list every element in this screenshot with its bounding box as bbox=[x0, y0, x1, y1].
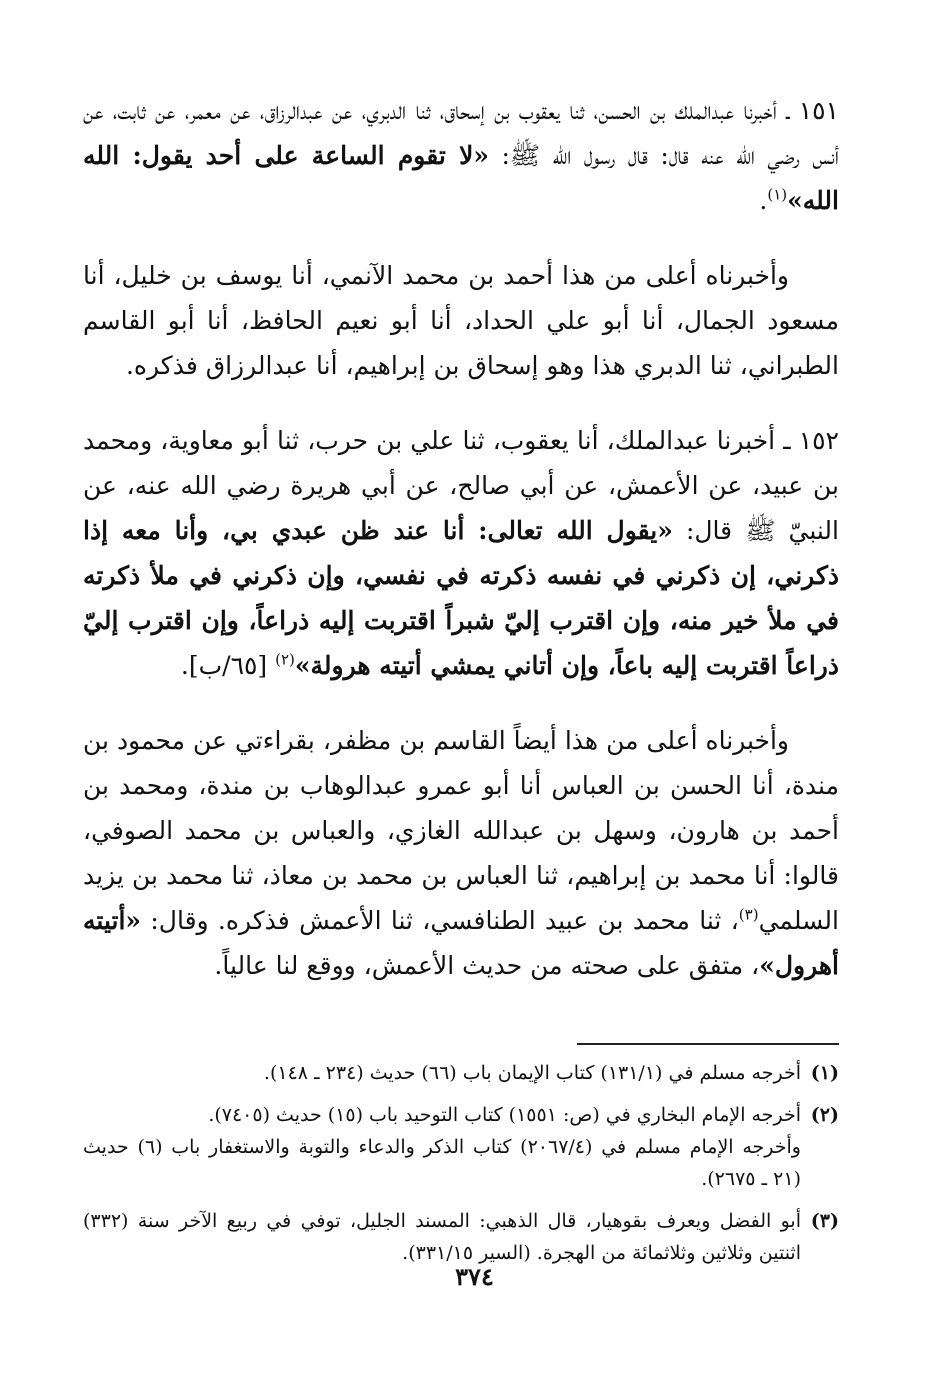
paragraph-151 bbox=[83, 88, 839, 223]
footnote-ref: (٣) bbox=[738, 905, 759, 924]
footnote-line: أخرجه الإمام البخاري في (ص: ١٥٥١) كتاب التوحيد باب (١٥) حديث (٧٤٠٥). bbox=[208, 1104, 801, 1126]
footnote-text bbox=[83, 1057, 801, 1089]
footnote-line: وأخرجه الإمام مسلم في (٢٠٦٧/٤) كتاب الذكر والدعاء والتوبة والاستغفار باب (٦) حديث (٢١ ـ ٢٦٧٥). bbox=[83, 1136, 801, 1190]
footnote-number: (٢) bbox=[810, 1104, 839, 1126]
text-segment: ، متفق على صحته من حديث الأعمش، ووقع لنا عالياً. bbox=[214, 951, 760, 980]
hadith-text: «يقول الله تعالى: أنا عند ظن عبدي بي، وأنا معه إذا ذكرني، إن ذكرني في نفسه ذكرته في نفسي، وإن ذكرني في ملأ ذكرته في ملأ خير منه، وإن اقترب إليّ شبراً اقتربت إليه ذراعاً، وإن اقترب إليّ ذراعاً اقتربت إليه باعاً، وإن أتاني يمشي أتيته هرولة» bbox=[83, 516, 839, 680]
text-segment: ١٥١ ـ أخبرنا عبدالملك بن الحسن، ثنا يعقوب بن إسحاق، ثنا الدبري، عن عبدالرزاق، عن معمر، عن ثابت، عن أنس رضي الله عنه قال: قال رسول الله ﷺ: bbox=[83, 96, 839, 170]
hadith-text: «أتيته أهرول» bbox=[83, 906, 839, 980]
text-segment: ١٥٢ ـ أخبرنا عبدالملك، أنا يعقوب، ثنا علي بن حرب، ثنا أبو معاوية، ومحمد بن عبيد، عن الأعمش، عن أبي صالح، عن أبي هريرة رضي الله عنه، عن النبيّ ﷺ قال: bbox=[83, 426, 839, 545]
text-segment: وأخبرناه أعلى من هذا أيضاً القاسم بن مظفر، بقراءتي عن محمود بن مندة، أنا الحسن بن العباس أنا أبو عمرو عبدالوهاب بن مندة، ومحمد بن أحمد بن هارون، وسهل بن عبدالله الغازي، والعباس بن محمد الصوفي، قالوا: أنا محمد بن إبراهيم، ثنا العباس بن محمد بن معاذ، ثنا محمد بن يزيد السلمي bbox=[83, 726, 839, 935]
footnotes bbox=[83, 1057, 839, 1269]
page-number: ٣٧٤ bbox=[455, 1262, 494, 1291]
footnote-2 bbox=[83, 1099, 839, 1195]
footnote-line: أخرجه مسلم في (١٣١/١) كتاب الإيمان باب (٦٦) حديث (٢٣٤ ـ ١٤٨). bbox=[263, 1062, 801, 1084]
footnote-text bbox=[83, 1205, 801, 1269]
footnote-3 bbox=[83, 1205, 839, 1269]
footnote-1 bbox=[83, 1057, 839, 1089]
text-segment: [٦٥/ب]. bbox=[180, 651, 276, 680]
paragraph-151-alt-chain bbox=[83, 253, 839, 388]
text-segment: . bbox=[759, 186, 768, 215]
footnote-number: (١) bbox=[810, 1062, 839, 1084]
text-segment: وأخبرناه أعلى من هذا أحمد بن محمد الآنمي، أنا يوسف بن خليل، أنا مسعود الجمال، أنا أبو علي الحداد، أنا أبو نعيم الحافظ، أنا أبو القاسم الطبراني، ثنا الدبري هذا وهو إسحاق بن إبراهيم، أنا عبدالرزاق فذكره. bbox=[83, 261, 839, 380]
text-segment: ، ثنا محمد بن عبيد الطنافسي، ثنا الأعمش فذكره. وقال: bbox=[141, 906, 739, 935]
footnote-ref: (١) bbox=[767, 185, 788, 204]
paragraph-152-alt-chain bbox=[83, 718, 839, 988]
footnote-ref: (٢) bbox=[275, 650, 295, 669]
main-text bbox=[83, 88, 839, 988]
footnote-separator bbox=[577, 1043, 839, 1045]
hadith-text: «لا تقوم الساعة على أحد يقول: الله الله» bbox=[83, 141, 839, 215]
footnote-text bbox=[83, 1099, 801, 1195]
paragraph-152 bbox=[83, 418, 839, 688]
footnote-number: (٣) bbox=[810, 1210, 839, 1232]
footnote-line: أبو الفضل ويعرف بقوهيار، قال الذهبي: المسند الجليل، توفي في ربيع الآخر سنة (٣٣٢) اثنتين وثلاثين وثلاثمائة من الهجرة. (السير ٣٣١/١٥). bbox=[83, 1210, 801, 1264]
